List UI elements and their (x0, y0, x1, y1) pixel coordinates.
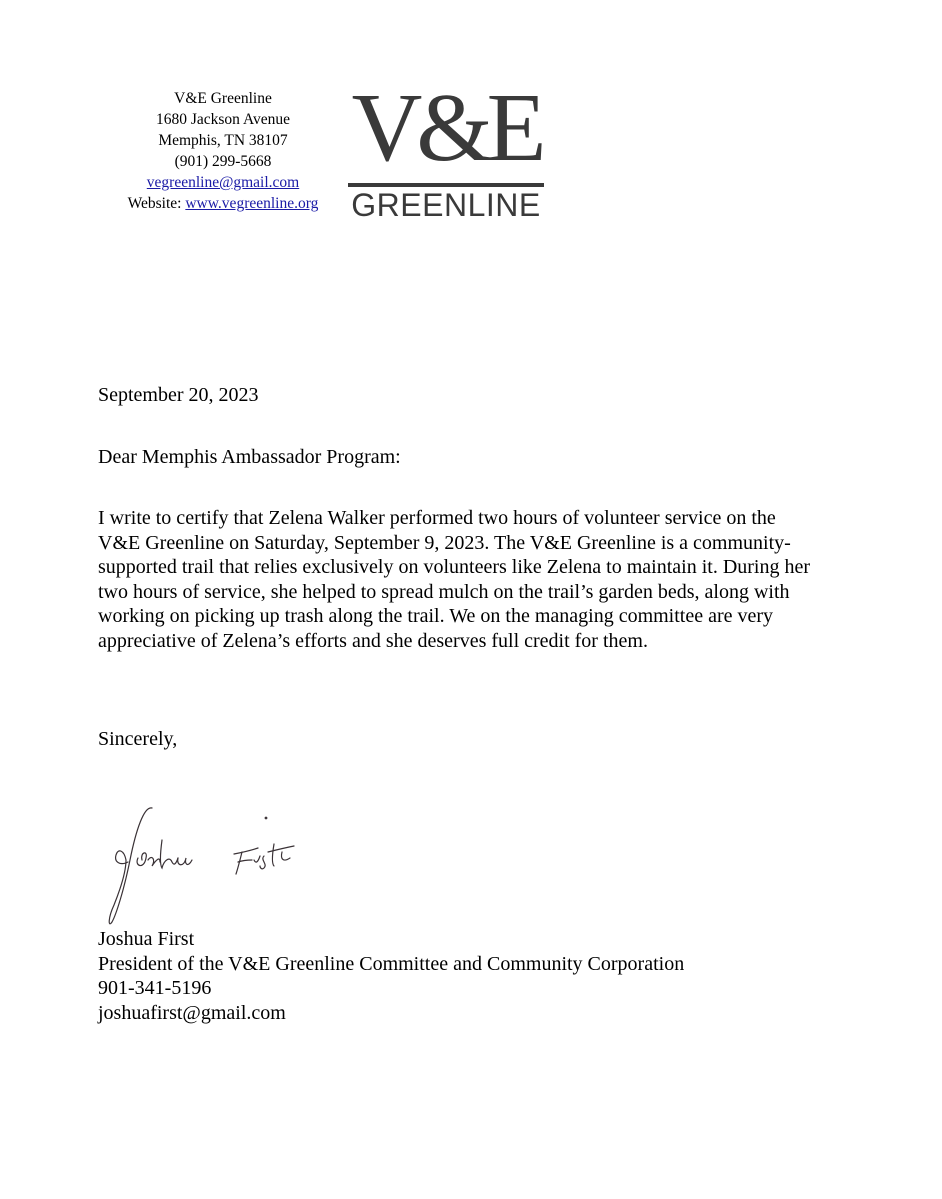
signer-title: President of the V&E Greenline Committee and Community Corporation (98, 952, 685, 975)
body-line: appreciative of Zelena’s efforts and she deserves full credit for them. (98, 629, 648, 652)
logo-word: GREENLINE (351, 187, 541, 223)
signer-phone: 901-341-5196 (98, 977, 212, 999)
body-line: V&E Greenline on Saturday, September 9, 2023. The V&E Greenline is a community- (98, 531, 791, 554)
org-city: Memphis, TN 38107 (158, 132, 288, 149)
org-name: V&E Greenline (174, 90, 272, 107)
signer-name: Joshua First (98, 928, 195, 950)
org-phone: (901) 299-5668 (174, 153, 272, 170)
org-email-link[interactable]: vegreenline@gmail.com (146, 174, 300, 191)
body-line: two hours of service, she helped to spread mulch on the trail’s garden beds, along with (98, 580, 790, 603)
org-address: 1680 Jackson Avenue (155, 111, 291, 128)
letter-closing: Sincerely, (98, 728, 178, 750)
letterhead-contact (108, 88, 338, 214)
letter-greeting: Dear Memphis Ambassador Program: (98, 446, 401, 468)
signer-email: joshuafirst@gmail.com (98, 1001, 286, 1024)
body-line: working on picking up trash along the trail. We on the managing committee are very (98, 605, 774, 627)
body-line: supported trail that relies exclusively on volunteers like Zelena to maintain it. During her (98, 556, 811, 578)
letter-body (98, 506, 858, 653)
logo-mark: V&E (351, 74, 541, 182)
org-website-link[interactable]: www.vegreenline.org (185, 195, 319, 212)
letter-date: September 20, 2023 (98, 384, 259, 406)
website-label: Website: (127, 195, 186, 212)
body-line: I write to certify that Zelena Walker performed two hours of volunteer service on the (98, 507, 776, 529)
signature-icon (104, 800, 324, 930)
ve-greenline-logo (346, 74, 546, 224)
org-website-row (108, 193, 338, 214)
signature-block (98, 927, 684, 1025)
